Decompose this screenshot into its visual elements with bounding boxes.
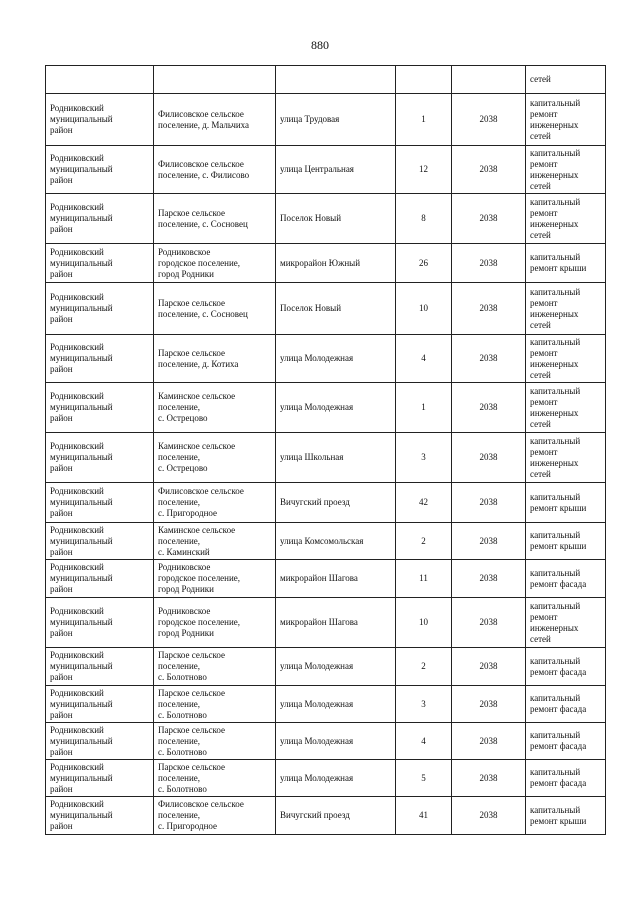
settlement-cell: Парское сельское поселение, с. Болотново (154, 648, 276, 686)
table-row (46, 383, 606, 433)
table-row (46, 433, 606, 483)
settlement-cell: Родниковское городское поселение, город Родники (154, 598, 276, 648)
house-number-cell: 4 (396, 723, 452, 760)
street-cell: Поселок Новый (276, 283, 396, 335)
district-cell: Родниковский муниципальный район (46, 523, 154, 560)
work-type-cell: капитальный ремонт фасада (526, 723, 606, 760)
street-cell: улица Трудовая (276, 94, 396, 146)
table-row (46, 560, 606, 598)
year-cell: 2038 (452, 244, 526, 283)
street-cell: Вичугский проезд (276, 797, 396, 835)
settlement-cell: Парское сельское поселение, с. Сосновец (154, 194, 276, 244)
settlement-cell: Парское сельское поселение, с. Сосновец (154, 283, 276, 335)
table-row (46, 598, 606, 648)
street-cell: улица Молодежная (276, 686, 396, 723)
house-number-cell: 8 (396, 194, 452, 244)
house-number-cell: 10 (396, 283, 452, 335)
house-number-cell (396, 66, 452, 94)
settlement-cell: Родниковское городское поселение, город Родники (154, 244, 276, 283)
street-cell (276, 66, 396, 94)
settlement-cell: Каминское сельское поселение, с. Острецово (154, 433, 276, 483)
work-type-cell: капитальный ремонт крыши (526, 483, 606, 523)
housing-repair-table (45, 65, 606, 835)
work-type-cell: капитальный ремонт инженерных сетей (526, 335, 606, 383)
settlement-cell: Филисовское сельское поселение, с. Пригородное (154, 797, 276, 835)
house-number-cell: 2 (396, 648, 452, 686)
work-type-cell: капитальный ремонт фасада (526, 560, 606, 598)
work-type-cell: капитальный ремонт инженерных сетей (526, 433, 606, 483)
year-cell: 2038 (452, 383, 526, 433)
district-cell: Родниковский муниципальный район (46, 94, 154, 146)
work-type-cell: капитальный ремонт инженерных сетей (526, 94, 606, 146)
work-type-cell: капитальный ремонт крыши (526, 523, 606, 560)
district-cell: Родниковский муниципальный район (46, 244, 154, 283)
table-row (46, 760, 606, 797)
street-cell: Вичугский проезд (276, 483, 396, 523)
table-row (46, 686, 606, 723)
year-cell: 2038 (452, 146, 526, 194)
table-row (46, 723, 606, 760)
year-cell: 2038 (452, 598, 526, 648)
street-cell: микрорайон Южный (276, 244, 396, 283)
year-cell: 2038 (452, 797, 526, 835)
street-cell: улица Комсомольская (276, 523, 396, 560)
house-number-cell: 26 (396, 244, 452, 283)
table-row (46, 283, 606, 335)
street-cell: улица Молодежная (276, 648, 396, 686)
settlement-cell: Филисовское сельское поселение, д. Мальчиха (154, 94, 276, 146)
house-number-cell: 3 (396, 686, 452, 723)
district-cell: Родниковский муниципальный район (46, 598, 154, 648)
settlement-cell: Каминское сельское поселение, с. Каминский (154, 523, 276, 560)
house-number-cell: 11 (396, 560, 452, 598)
table-row (46, 94, 606, 146)
table-row (46, 483, 606, 523)
street-cell: микрорайон Шагова (276, 598, 396, 648)
year-cell: 2038 (452, 760, 526, 797)
settlement-cell: Филисовское сельское поселение, с. Филисово (154, 146, 276, 194)
street-cell: микрорайон Шагова (276, 560, 396, 598)
district-cell: Родниковский муниципальный район (46, 335, 154, 383)
settlement-cell: Родниковское городское поселение, город Родники (154, 560, 276, 598)
table-row (46, 797, 606, 835)
work-type-cell: сетей (526, 66, 606, 94)
street-cell: улица Школьная (276, 433, 396, 483)
work-type-cell: капитальный ремонт инженерных сетей (526, 194, 606, 244)
district-cell: Родниковский муниципальный район (46, 560, 154, 598)
street-cell: улица Молодежная (276, 383, 396, 433)
year-cell: 2038 (452, 483, 526, 523)
table-row (46, 244, 606, 283)
year-cell: 2038 (452, 723, 526, 760)
year-cell: 2038 (452, 523, 526, 560)
district-cell: Родниковский муниципальный район (46, 283, 154, 335)
year-cell: 2038 (452, 94, 526, 146)
house-number-cell: 1 (396, 383, 452, 433)
table-row (46, 66, 606, 94)
year-cell: 2038 (452, 283, 526, 335)
year-cell: 2038 (452, 560, 526, 598)
table-row (46, 194, 606, 244)
work-type-cell: капитальный ремонт фасада (526, 760, 606, 797)
settlement-cell: Парское сельское поселение, с. Болотново (154, 760, 276, 797)
district-cell: Родниковский муниципальный район (46, 483, 154, 523)
year-cell: 2038 (452, 335, 526, 383)
table-row (46, 146, 606, 194)
district-cell: Родниковский муниципальный район (46, 686, 154, 723)
house-number-cell: 1 (396, 94, 452, 146)
district-cell: Родниковский муниципальный район (46, 194, 154, 244)
year-cell: 2038 (452, 648, 526, 686)
district-cell (46, 66, 154, 94)
house-number-cell: 10 (396, 598, 452, 648)
year-cell: 2038 (452, 194, 526, 244)
page-number: 880 (311, 38, 329, 52)
year-cell: 2038 (452, 433, 526, 483)
house-number-cell: 12 (396, 146, 452, 194)
street-cell: улица Молодежная (276, 335, 396, 383)
table-row (46, 523, 606, 560)
work-type-cell: капитальный ремонт инженерных сетей (526, 598, 606, 648)
work-type-cell: капитальный ремонт крыши (526, 244, 606, 283)
work-type-cell: капитальный ремонт крыши (526, 797, 606, 835)
district-cell: Родниковский муниципальный район (46, 760, 154, 797)
street-cell: улица Молодежная (276, 723, 396, 760)
settlement-cell (154, 66, 276, 94)
year-cell (452, 66, 526, 94)
work-type-cell: капитальный ремонт инженерных сетей (526, 146, 606, 194)
table-row (46, 648, 606, 686)
table-row (46, 335, 606, 383)
street-cell: улица Центральная (276, 146, 396, 194)
house-number-cell: 5 (396, 760, 452, 797)
settlement-cell: Филисовское сельское поселение, с. Пригородное (154, 483, 276, 523)
work-type-cell: капитальный ремонт инженерных сетей (526, 283, 606, 335)
house-number-cell: 41 (396, 797, 452, 835)
settlement-cell: Парское сельское поселение, д. Котиха (154, 335, 276, 383)
house-number-cell: 42 (396, 483, 452, 523)
work-type-cell: капитальный ремонт фасада (526, 648, 606, 686)
house-number-cell: 4 (396, 335, 452, 383)
settlement-cell: Каминское сельское поселение, с. Острецово (154, 383, 276, 433)
work-type-cell: капитальный ремонт фасада (526, 686, 606, 723)
settlement-cell: Парское сельское поселение, с. Болотново (154, 686, 276, 723)
district-cell: Родниковский муниципальный район (46, 797, 154, 835)
street-cell: улица Молодежная (276, 760, 396, 797)
district-cell: Родниковский муниципальный район (46, 648, 154, 686)
district-cell: Родниковский муниципальный район (46, 383, 154, 433)
year-cell: 2038 (452, 686, 526, 723)
house-number-cell: 2 (396, 523, 452, 560)
work-type-cell: капитальный ремонт инженерных сетей (526, 383, 606, 433)
settlement-cell: Парское сельское поселение, с. Болотново (154, 723, 276, 760)
district-cell: Родниковский муниципальный район (46, 146, 154, 194)
house-number-cell: 3 (396, 433, 452, 483)
street-cell: Поселок Новый (276, 194, 396, 244)
district-cell: Родниковский муниципальный район (46, 723, 154, 760)
district-cell: Родниковский муниципальный район (46, 433, 154, 483)
